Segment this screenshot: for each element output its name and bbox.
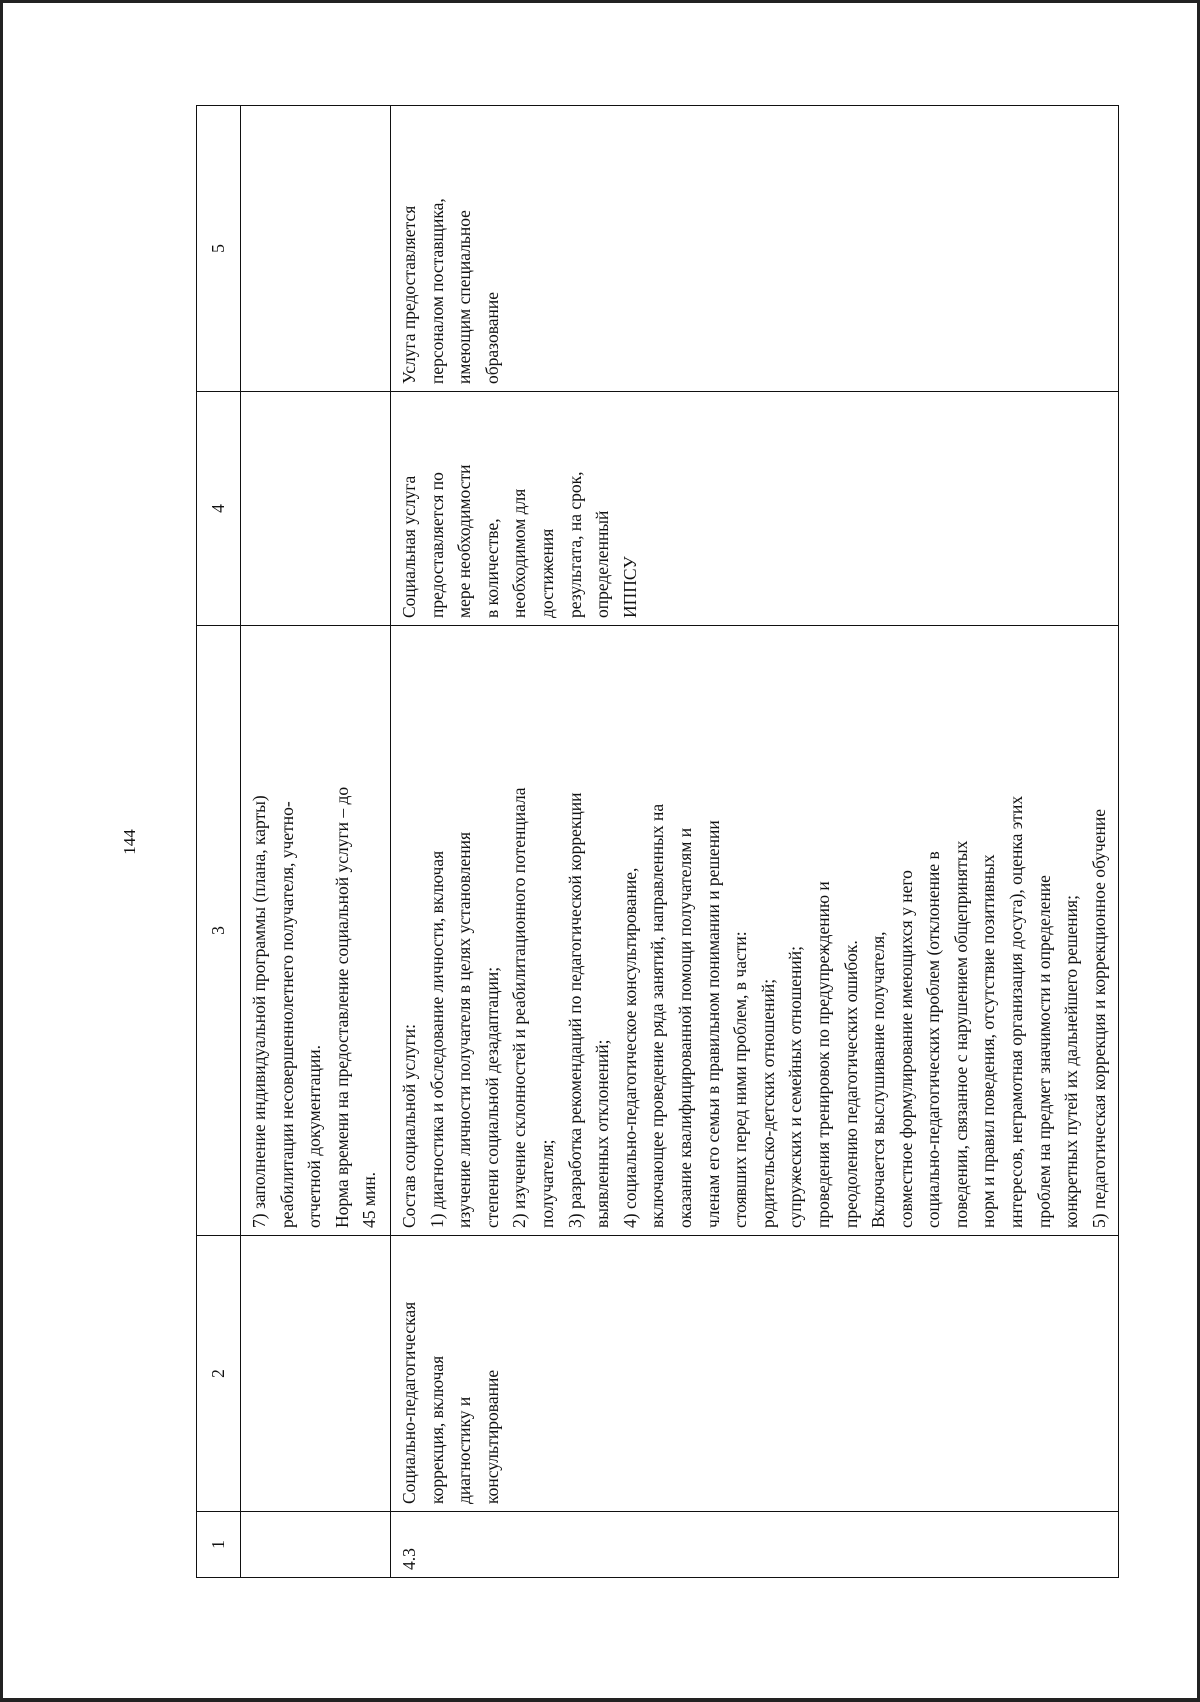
text-line: 45 мин.	[359, 1171, 380, 1228]
text-line: 7) заполнение индивидуальной программы (плана, карты)	[249, 795, 269, 1228]
text-line: имеющим специальное	[454, 210, 475, 384]
text-line: отчетной документации.	[304, 1045, 325, 1228]
page-number: 144	[120, 829, 139, 855]
scan-edge-top	[0, 0, 1200, 3]
text-line: диагностику и	[454, 1396, 475, 1504]
text-line: норм и правил поведения, отсутствие позитивных	[978, 854, 999, 1228]
text-line: проблем на предмет значимости и определение	[1033, 875, 1054, 1228]
text-line: мере необходимости	[454, 464, 475, 618]
text-line: изучение личности получателя в целях установления	[454, 831, 475, 1228]
cell-continued-composition	[241, 626, 391, 1236]
text-line: включающее проведение ряда занятий, направленных на	[647, 803, 668, 1228]
header-cell-2: 2	[197, 1236, 241, 1512]
text-line: определенный	[592, 510, 613, 618]
services-table	[196, 105, 1119, 1578]
text-line: супружеских и семейных отношений;	[785, 946, 806, 1228]
text-line: коррекция, включая	[426, 1355, 447, 1504]
text-line: Включается выслушивание получателя,	[868, 931, 889, 1228]
text-line: проведения тренировок по предупреждению и	[812, 881, 833, 1228]
text-line: предоставляется по	[426, 472, 447, 618]
text-line: результата, на срок,	[564, 471, 585, 618]
header-cell-1: 1	[197, 1512, 241, 1578]
scan-edge-bottom	[0, 1698, 1200, 1702]
header-cell-4: 4	[197, 392, 241, 626]
text-line: интересов, неграмотная организация досуга), оценка этих	[1006, 795, 1027, 1228]
table-row-continued	[241, 106, 391, 1578]
text-line: 5) педагогическая коррекция и коррекционное обучение	[1088, 808, 1109, 1228]
text-line: конкретных путей их дальнейшего решения;	[1061, 895, 1082, 1228]
text-line: Норма времени на предоставление социальной услуги – до	[331, 786, 352, 1228]
cell-continued-terms	[241, 392, 391, 626]
header-cell-3: 3	[197, 626, 241, 1236]
text-line: необходимом для	[509, 488, 530, 618]
text-line: персоналом поставщика,	[426, 198, 447, 384]
text-line: преодолению педагогических ошибок.	[840, 940, 861, 1228]
text-line: стоявших перед ними проблем, в части:	[730, 931, 751, 1228]
text-line: оказание квалифицированной помощи получателям и	[674, 827, 695, 1228]
text-line: образование	[481, 291, 502, 384]
table-row-4-3	[391, 106, 1119, 1578]
text-line: в количестве,	[481, 518, 502, 618]
table-header-row	[197, 106, 241, 1578]
text-line: 3) разработка рекомендаций по педагогической коррекции	[564, 792, 585, 1228]
text-line: Социально-педагогическая	[399, 1301, 419, 1504]
text-line: степени социальной дезадаптации;	[481, 966, 502, 1228]
text-line: Социальная услуга	[399, 475, 419, 618]
text-line: совместное формулирование имеющихся у него	[895, 870, 916, 1228]
text-line: получателя;	[536, 1139, 557, 1228]
text-line: 2) изучение склонностей и реабилитационного потенциала	[509, 787, 530, 1228]
cell-service-name	[391, 1236, 1119, 1512]
cell-service-terms	[391, 392, 1119, 626]
text-line: реабилитации несовершеннолетнего получателя, учетно-	[276, 801, 297, 1228]
cell-continued-number	[241, 1512, 391, 1578]
text-line: выявленных отклонений;	[592, 1039, 613, 1228]
text-line: родительско-детских отношений;	[757, 978, 778, 1228]
header-cell-5: 5	[197, 106, 241, 392]
text-line: Услуга предоставляется	[399, 205, 419, 384]
cell-row-number: 4.3	[391, 1512, 1119, 1578]
text-line: Состав социальной услуги:	[399, 1023, 419, 1228]
text-line: поведении, связанное с нарушением общепринятых	[950, 840, 971, 1228]
cell-service-composition	[391, 626, 1119, 1236]
cell-continued-conditions	[241, 106, 391, 392]
text-line: 4) социально-педагогическое консультирование,	[619, 867, 640, 1228]
text-line: консультирование	[481, 1369, 502, 1504]
cell-continued-service	[241, 1236, 391, 1512]
text-line: достижения	[536, 528, 557, 618]
scan-edge-left	[0, 0, 3, 1702]
text-line: членам его семьи в правильном понимании и решении	[702, 820, 723, 1228]
text-line: 1) диагностика и обследование личности, включая	[426, 850, 447, 1228]
cell-service-conditions	[391, 106, 1119, 392]
rotated-table-container	[196, 106, 1112, 1578]
text-line: социально-педагогических проблем (отклонение в	[923, 851, 944, 1228]
text-line: ИППСУ	[619, 556, 640, 618]
